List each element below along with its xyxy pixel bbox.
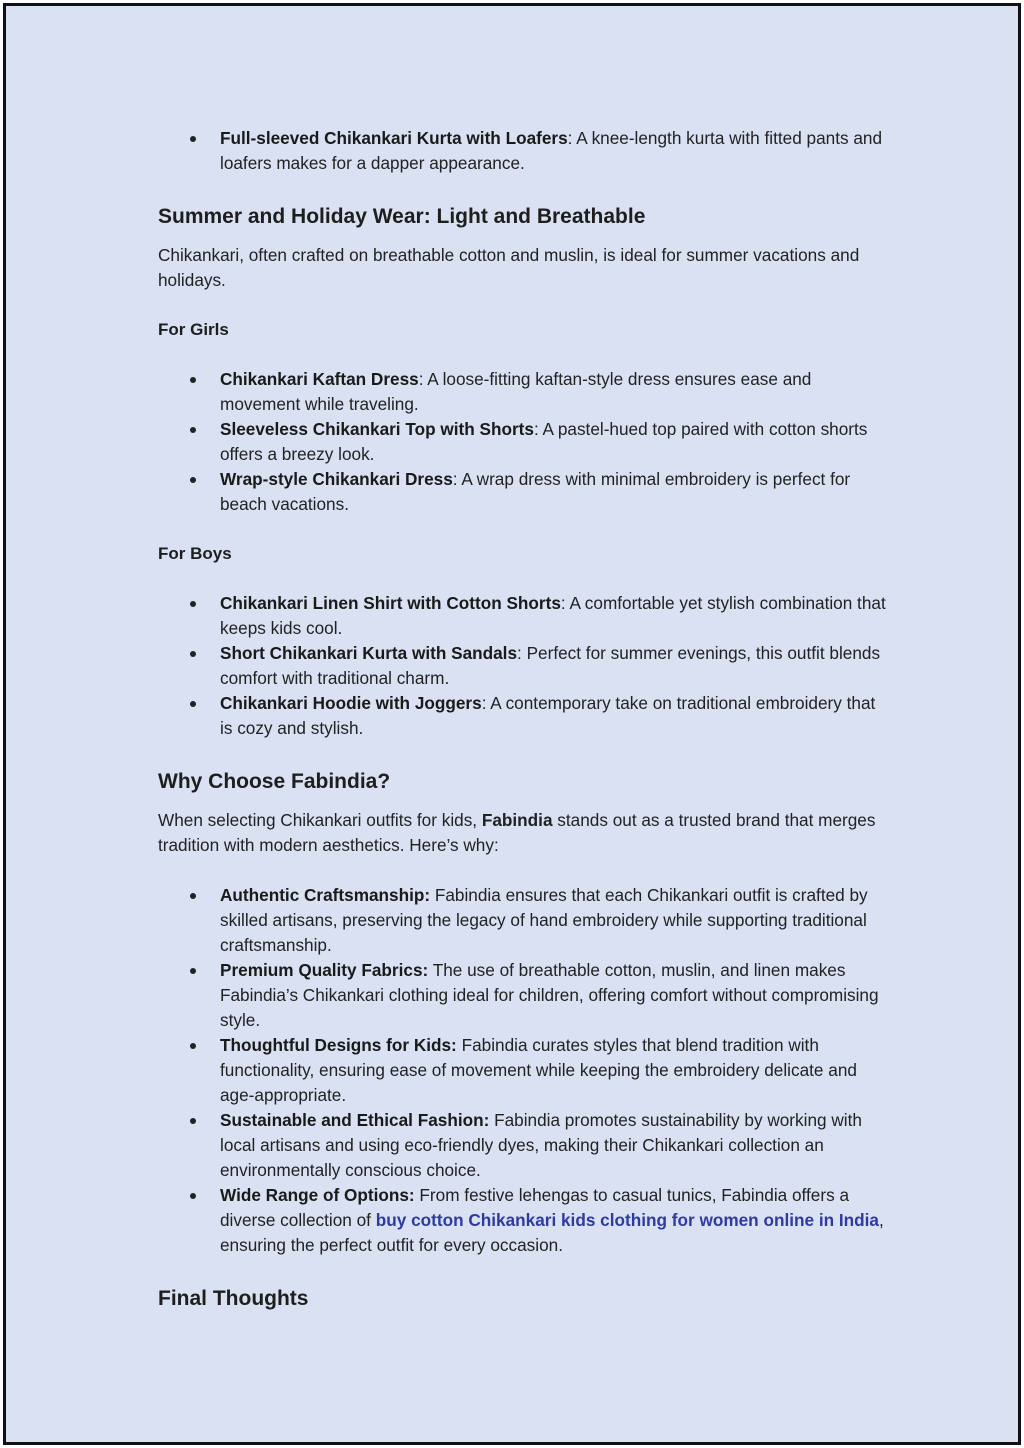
brand-name: Fabindia [481, 810, 553, 830]
why-paragraph-suffix: stands out as a trusted brand that merges tradition with modern aesthetics. Here’s why: [158, 810, 876, 855]
bullet-icon [190, 377, 196, 383]
list-item-title: Premium Quality Fabrics: [220, 960, 429, 980]
list-item-text: Fabindia ensures that each Chikankari outfit is crafted by skilled artisans, preserving the legacy of hand embroidery while supporting traditional craftsmanship. [220, 885, 868, 955]
list-item-title: Wrap-style Chikankari Dress [220, 469, 453, 489]
list-item [158, 126, 888, 176]
girls-list [158, 367, 888, 517]
list-item-title: Authentic Craftsmanship: [220, 885, 431, 905]
list-item [158, 1033, 888, 1108]
list-item-title: Chikankari Hoodie with Joggers [220, 693, 482, 713]
list-item-title: Short Chikankari Kurta with Sandals [220, 643, 518, 663]
intro-list [158, 126, 888, 176]
list-item-text: From festive lehengas to casual tunics, Fabindia offers a diverse collection of [220, 1185, 850, 1230]
why-paragraph-prefix: When selecting Chikankari outfits for kids, [158, 810, 482, 830]
bullet-icon [190, 601, 196, 607]
bullet-icon [190, 701, 196, 707]
bullet-icon [190, 893, 196, 899]
list-item [158, 691, 888, 741]
list-item [158, 467, 888, 517]
bullet-icon [190, 477, 196, 483]
bullet-icon [190, 968, 196, 974]
boys-list [158, 591, 888, 741]
list-item [158, 641, 888, 691]
section-heading-why: Why Choose Fabindia? [158, 770, 391, 793]
list-item-text: The use of breathable cotton, muslin, and linen makes Fabindia’s Chikankari clothing ideal for children, offering comfort without compromising style. [220, 960, 879, 1030]
list-item-title: Chikankari Linen Shirt with Cotton Shorts [220, 593, 561, 613]
list-item-title: Sustainable and Ethical Fashion: [220, 1110, 490, 1130]
list-item-title: Wide Range of Options: [220, 1185, 415, 1205]
list-item [158, 958, 888, 1033]
list-item-text-end: , ensuring the perfect outfit for every occasion. [220, 1210, 884, 1255]
why-paragraph [158, 808, 888, 858]
bullet-icon [190, 651, 196, 657]
bullet-icon [190, 427, 196, 433]
bullet-icon [190, 1193, 196, 1199]
list-item-text: : A comfortable yet stylish combination that keeps kids cool. [220, 593, 886, 638]
bullet-icon [190, 1043, 196, 1049]
list-item-title: Sleeveless Chikankari Top with Shorts [220, 419, 534, 439]
section-heading-summer: Summer and Holiday Wear: Light and Breathable [158, 205, 646, 228]
document-content [158, 126, 888, 1313]
subheading-girls: For Girls [158, 320, 229, 339]
list-item-title: Full-sleeved Chikankari Kurta with Loafers [220, 128, 568, 148]
why-list [158, 883, 888, 1258]
list-item-title: Chikankari Kaftan Dress [220, 369, 419, 389]
document-page [3, 3, 1021, 1445]
list-item [158, 591, 888, 641]
list-item [158, 1108, 888, 1183]
list-item-text: : Perfect for summer evenings, this outfit blends comfort with traditional charm. [220, 643, 881, 688]
summer-paragraph: Chikankari, often crafted on breathable cotton and muslin, is ideal for summer vacations and holidays. [158, 245, 860, 290]
list-item-text: : A pastel-hued top paired with cotton shorts offers a breezy look. [220, 419, 868, 464]
bullet-icon [190, 136, 196, 142]
bullet-icon [190, 1118, 196, 1124]
section-heading-final: Final Thoughts [158, 1287, 309, 1310]
list-item-title: Thoughtful Designs for Kids: [220, 1035, 457, 1055]
list-item-text: : A loose-fitting kaftan-style dress ensures ease and movement while traveling. [220, 369, 812, 414]
list-item-text: Fabindia curates styles that blend tradition with functionality, ensuring ease of movement while keeping the embroidery delicate and age-appropriate. [220, 1035, 857, 1105]
list-item [158, 367, 888, 417]
list-item [158, 883, 888, 958]
list-item-text: : A wrap dress with minimal embroidery is perfect for beach vacations. [220, 469, 851, 514]
list-item-text: : A knee-length kurta with fitted pants and loafers makes for a dapper appearance. [220, 128, 883, 173]
list-item [158, 1183, 888, 1258]
list-item-text: : A contemporary take on traditional embroidery that is cozy and stylish. [220, 693, 876, 738]
list-item-text: Fabindia promotes sustainability by working with local artisans and using eco-friendly dyes, making their Chikankari collection an environmentally conscious choice. [220, 1110, 862, 1180]
product-link[interactable]: buy cotton Chikankari kids clothing for women online in India [375, 1210, 879, 1230]
list-item [158, 417, 888, 467]
subheading-boys: For Boys [158, 544, 232, 563]
